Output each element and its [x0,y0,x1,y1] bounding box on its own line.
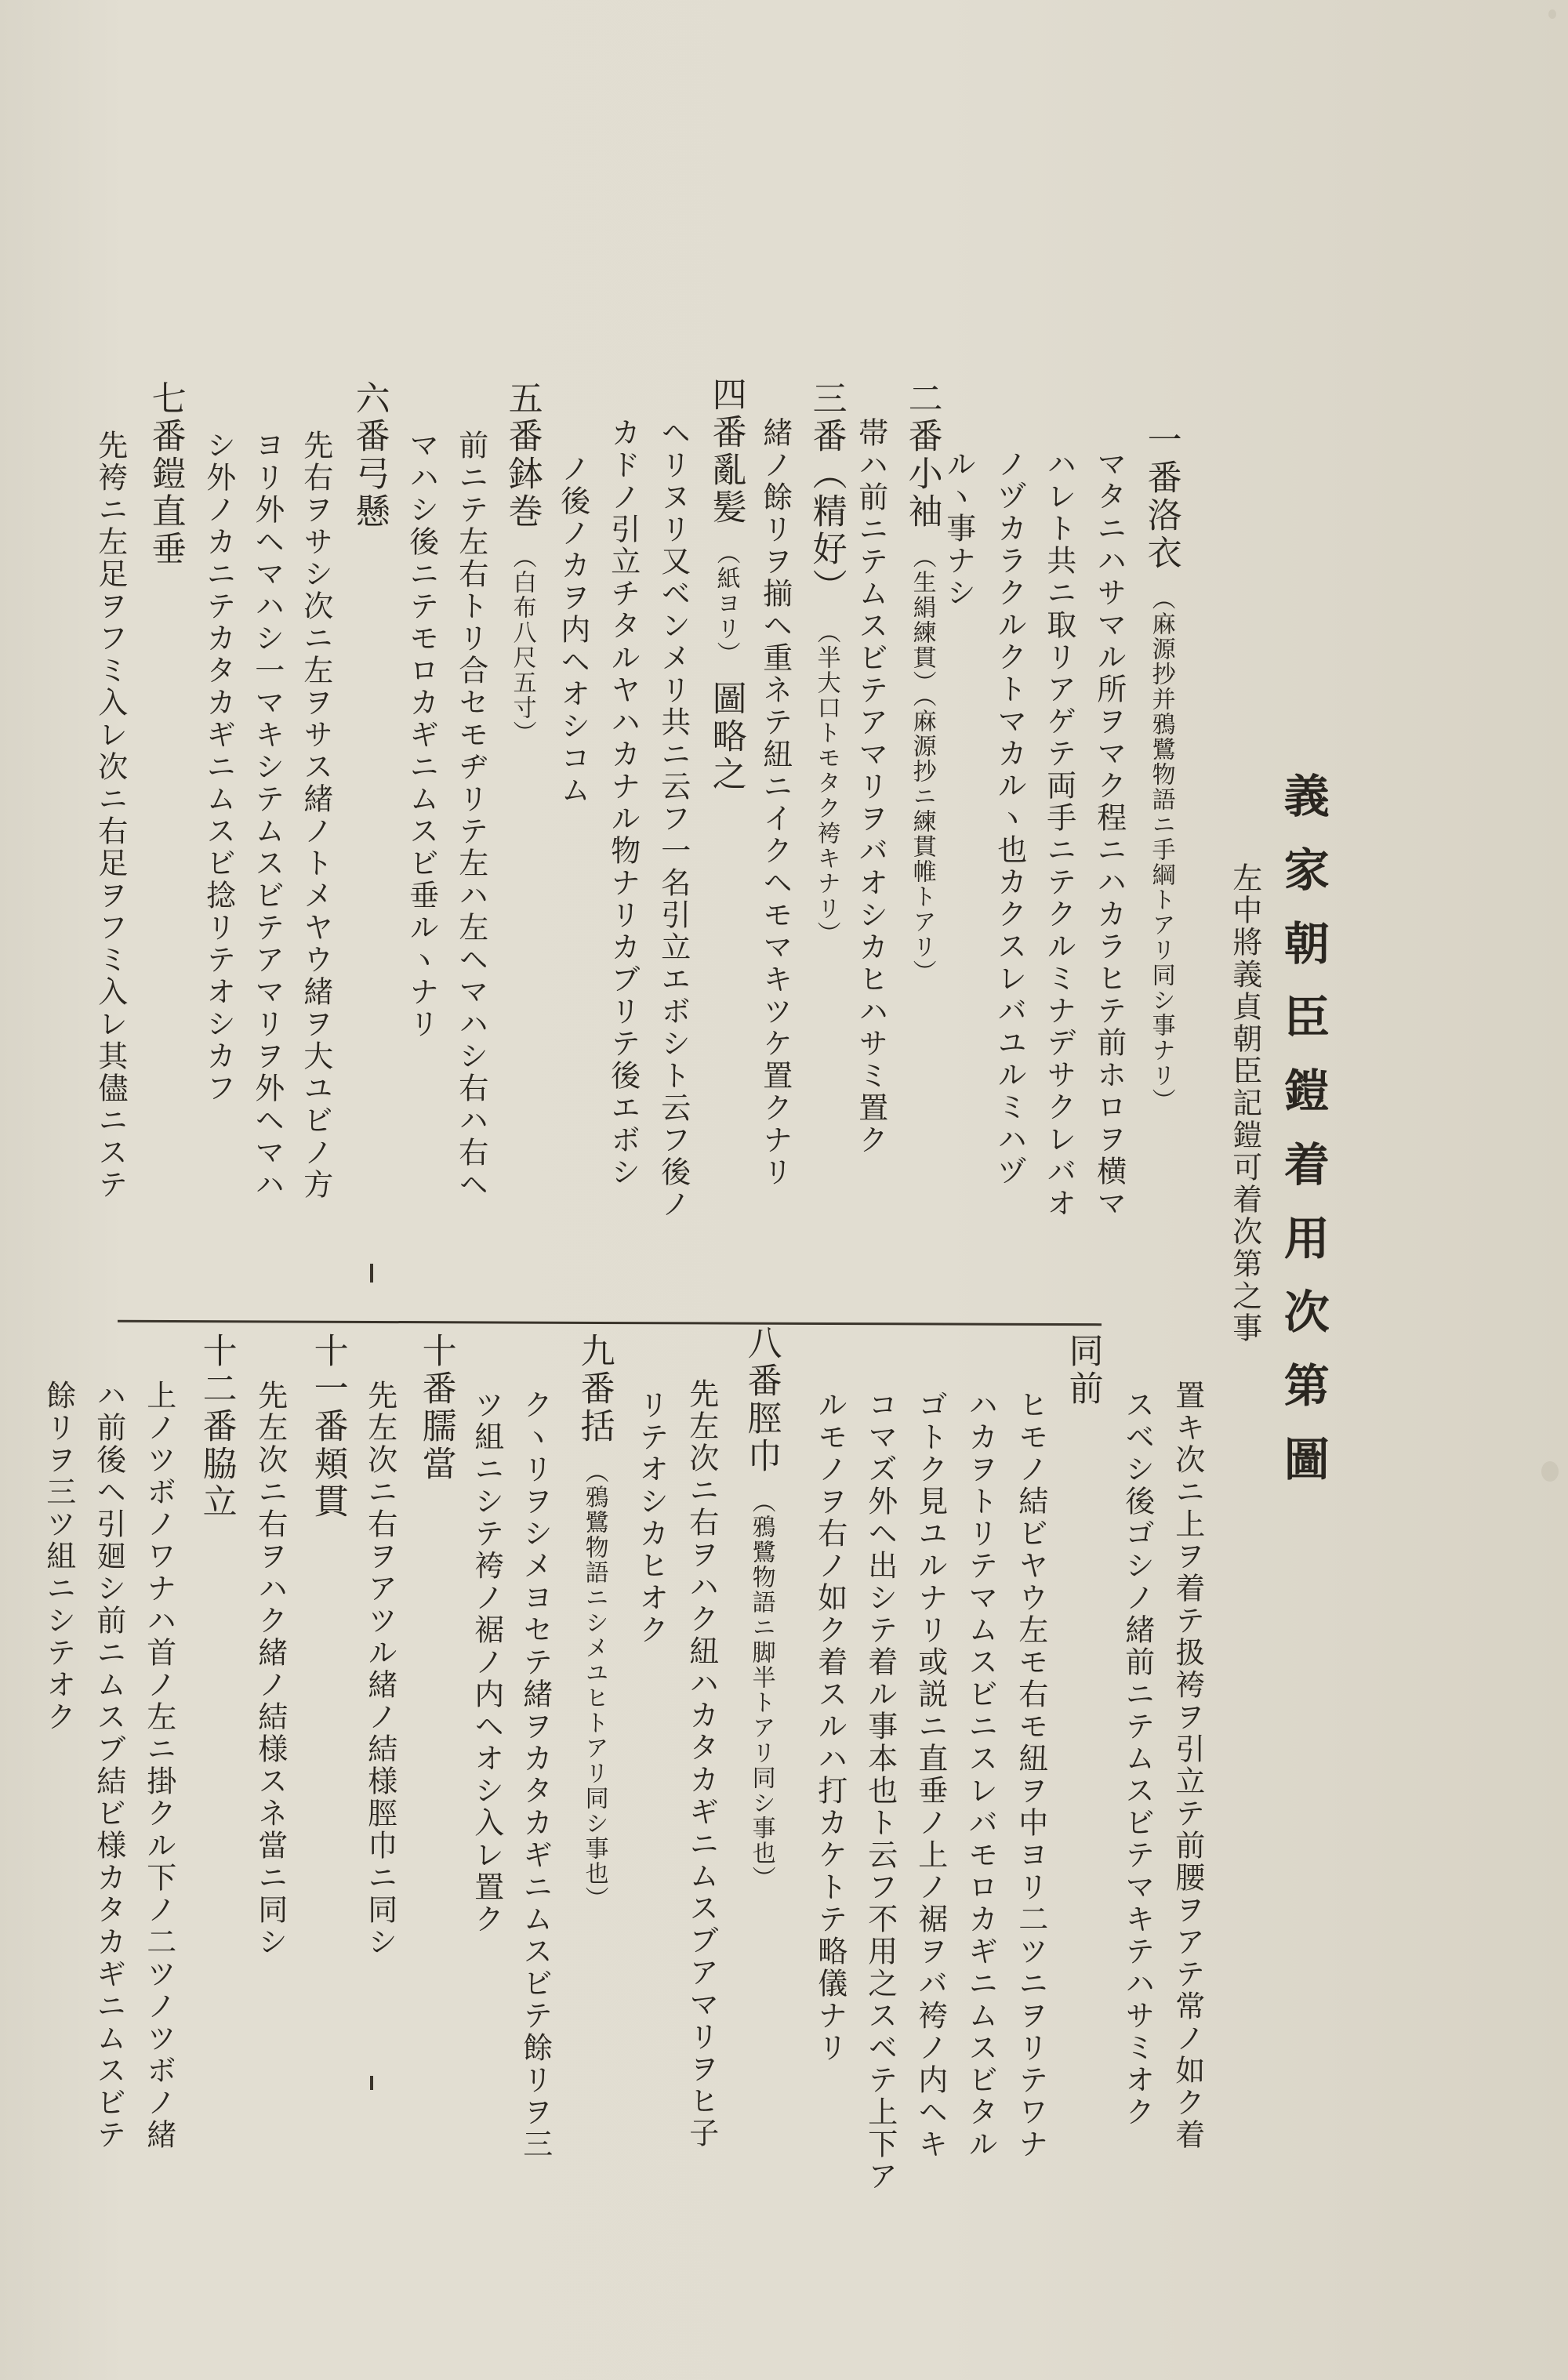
section-heading: 八番脛巾 （鴉鷺物語ニ脚半トアリ同シ事也） [741,1325,782,1891]
document-title: 義家朝臣鎧着用次第圖 [1276,772,1330,1509]
text-column: カドノ引立チタルヤハカナル物ナリカブリテ後エボシ [605,417,641,1188]
text-column: ノ後ノカヲ内ヘオシコム [555,453,590,807]
section-heading: 六番弓懸 [349,380,390,531]
text-column: ノヅカラクルクトマカルヽ也カクスレバユルミハヅ [992,448,1027,1188]
text-column: ヨリ外ヘマハシ一マキシテムスビテアマリヲ外ヘマハ [249,430,285,1201]
tick-mark [370,1264,373,1283]
text-column: 上ノツボノワナハ首ノ左ニ掛クル下ノ二ツノツボノ緒 [141,1380,176,2151]
section-heading: 七番鎧直垂 [145,380,186,568]
section-heading: 十番臑當 [416,1333,456,1483]
text-column: ツ組ニシテ袴ノ裾ノ内ヘオシ入レ置ク [469,1389,504,1936]
text-column: ルヽ事ナシ [941,448,976,609]
section-heading: 四番亂髪 （紙ヨリ） 圖略之 [706,376,746,793]
paper-stain [1541,1461,1559,1482]
text-column: 先袴ニ左足ヲフミ入レ次ニ右足ヲフミ入レ其儘ニステ [93,430,128,1201]
text-column: シ外ノカニテカタカギニムスビ捻リテオシカフ [201,430,236,1105]
text-column: 先左次ニ右ヲハク緒ノ結様スネ當ニ同シ [252,1380,288,1958]
text-column: 前ニテ左右トリ合セモヂリテ左ハ左ヘマハシ右ハ右ヘ [453,430,488,1201]
text-column: コマズ外ヘ出シテ着ル事本也ト云フ不用之スベテ上下ア [862,1389,898,2193]
text-column: 餘リヲ三ツ組ニシテオク [41,1380,76,1733]
section-heading: 十二番脇立 [196,1333,237,1521]
text-column: 緒ノ餘リヲ揃ヘ重ネテ紐ニイクヘモマキツケ置クナリ [757,417,793,1188]
text-column: ルモノヲ右ノ如ク着スルハ打カケトテ略儀ナリ [812,1389,848,2064]
text-column: ハ前後ヘ引廻シ前ニムスブ結ビ様カタカギニムスビテ [91,1380,126,2151]
text-column: 置キ次ニ上ヲ着テ扱袴ヲ引立テ前腰ヲアテ常ノ如ク着 [1170,1380,1205,2151]
text-column: ハレト共ニ取リアゲテ両手ニテクルミナデサクレバオ [1041,448,1076,1220]
text-column: リテオシカヒオク [633,1389,669,1646]
section-heading: 同前 [1062,1333,1103,1408]
section-heading: 九番括 （鴉鷺物語ニシメユヒトアリ同シ事也） [574,1333,615,1911]
paper-stain [1548,9,1556,19]
text-column: ヘリヌリ又ベンメリ共ニ云フ一名引立エボシト云フ後ノ [655,417,691,1221]
text-column: 帯ハ前ニテムスビテアマリヲバオシカヒハサミ置ク [853,417,888,1156]
text-column: スベシ後ゴシノ緒前ニテムスビテマキテハサミオク [1120,1389,1155,2128]
text-column: ハカヲトリテマムスビニスレバモロカギニムスビタル [963,1389,998,2161]
tick-mark [370,2076,373,2090]
section-heading: 一番洛衣 （麻源抄并鴉鷺物語ニ手綱トアリ同シ事ナリ） [1141,422,1181,1113]
text-column: 先右ヲサシ次ニ左ヲサス緒ノトメヤウ緒ヲ大ユビノ方 [298,430,333,1201]
section-heading: 十一番頬貫 [307,1333,348,1521]
text-column: 先左次ニ右ヲハク紐ハカタカギニムスブアマリヲヒ子 [684,1378,719,2150]
text-column: クヽリヲシメヨセテ緒ヲカタカギニムスビテ餘リヲ三 [517,1389,553,2161]
section-heading: 三番（精好） （半大口トモタク袴キナリ） [806,380,847,946]
section-heading: 五番鉢巻 （白布八尺五寸） [502,380,543,746]
section-heading: 二番小袖 （生絹練貫）（麻源抄ニ練貫帷トアリ） [902,380,942,985]
text-column: 先左次ニ右ヲアツル緒ノ結様脛巾ニ同シ [362,1380,397,1958]
text-column: マハシ後ニテモロカギニムスビ垂ルヽナリ [404,430,439,1040]
text-column: ヒモノ結ビヤウ左モ右モ紐ヲ中ヨリ二ツニヲリテワナ [1013,1389,1048,2161]
text-column: マタニハサマル所ヲマク程ニハカラヒテ前ホロヲ横マ [1091,448,1127,1220]
document-subtitle: 左中將義貞朝臣記鎧可着次第之事 [1227,862,1262,1344]
text-column: ゴトク見ユルナリ或説ニ直垂ノ上ノ裾ヲバ袴ノ内ヘキ [913,1389,948,2161]
